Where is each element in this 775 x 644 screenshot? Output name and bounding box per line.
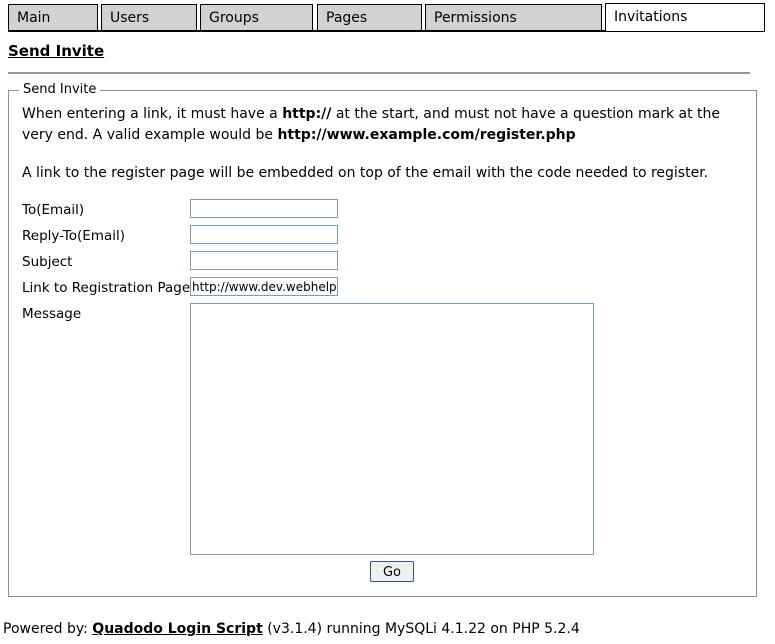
tab-invitations[interactable] (605, 3, 765, 31)
footer-suffix: (v3.1.4) running MySQLi 4.1.22 on PHP 5.2.4 (262, 621, 580, 637)
reply-to-email-input[interactable] (190, 225, 338, 244)
registration-link-input[interactable] (190, 277, 338, 296)
send-invite-panel (8, 82, 757, 597)
message-textarea[interactable] (190, 303, 594, 555)
tab-pages-label: Pages (326, 10, 368, 26)
tab-permissions-label: Permissions (434, 10, 517, 26)
go-button[interactable]: Go (370, 561, 414, 582)
tab-pages[interactable] (317, 4, 422, 30)
tab-invitations-label: Invitations (614, 9, 688, 25)
instructions-text-1: When entering a link, it must have a (22, 106, 283, 122)
tab-permissions[interactable] (425, 4, 602, 30)
tab-bar (0, 0, 775, 32)
footer-prefix: Powered by: (3, 621, 93, 637)
to-email-input[interactable] (190, 199, 338, 218)
tab-groups-label: Groups (209, 10, 259, 26)
footer-script-link[interactable]: Quadodo Login Script (92, 621, 263, 637)
tab-users-label: Users (110, 10, 150, 26)
subject-input[interactable] (190, 251, 338, 270)
footer-credits (3, 620, 580, 638)
submit-row (190, 561, 594, 582)
instructions-bold-example-url: http://www.example.com/register.php (277, 127, 576, 143)
tab-users[interactable] (101, 4, 197, 30)
message-label: Message (22, 306, 82, 322)
tab-main[interactable] (8, 4, 98, 30)
reply-to-email-label: Reply-To(Email) (22, 228, 125, 244)
tab-main-label: Main (17, 10, 51, 26)
instructions-paragraph-2: A link to the register page will be embedded on top of the email with the code needed to register. (22, 165, 709, 181)
to-email-label: To(Email) (22, 202, 85, 218)
tab-groups[interactable] (200, 4, 313, 30)
page-title: Send Invite (8, 42, 105, 60)
instructions-bold-protocol: http:// (282, 106, 332, 122)
instructions-text-2: at the start, and must not have a question mark at the very end. A valid example would be (22, 106, 721, 143)
subject-label: Subject (22, 254, 73, 270)
heading-divider (8, 72, 750, 74)
registration-link-label: Link to Registration Page (22, 280, 191, 296)
instructions-paragraph (22, 104, 744, 146)
panel-legend: Send Invite (19, 82, 100, 97)
